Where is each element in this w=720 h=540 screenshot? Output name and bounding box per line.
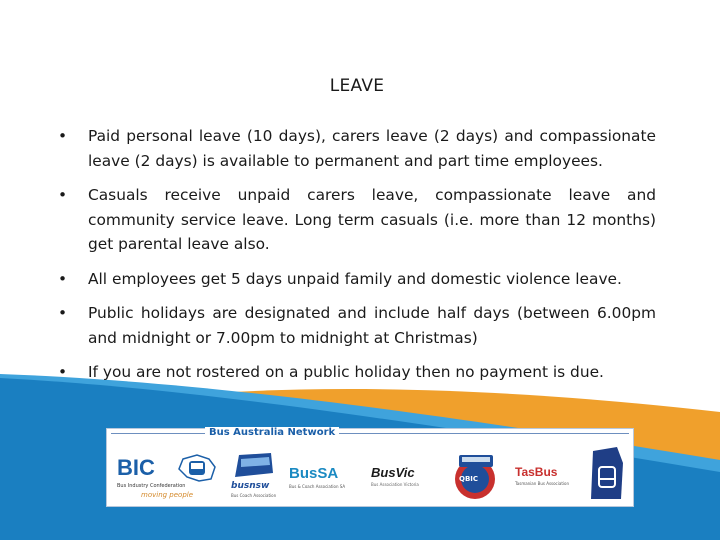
bussa-title: BusSA (289, 465, 339, 482)
bic-tagline: moving people (141, 491, 194, 499)
busnsw-logo (231, 451, 291, 501)
busvic-logo (371, 465, 435, 501)
bullet-item (58, 301, 656, 350)
busnsw-title: busnsw (231, 481, 270, 491)
wa-bus-logo (587, 443, 627, 503)
bullet-marker: • (58, 127, 68, 145)
slide-title: LEAVE (329, 76, 385, 96)
tasbus-title: TasBus (515, 465, 558, 479)
network-label: Bus Australia Network (205, 427, 339, 438)
bullet-item (58, 124, 656, 173)
bussa-logo (289, 465, 363, 501)
bullet-text: Casuals receive unpaid carers leave, compassionate leave and community service leave. Long term casuals (i.e. more than 12 months) get parental leave also. (88, 186, 656, 253)
bic-logo (117, 451, 225, 501)
network-divider (111, 433, 629, 434)
qbic-logo (447, 449, 505, 501)
tasbus-logo (515, 465, 579, 501)
bus-australia-network-logo-strip (106, 428, 634, 507)
australia-bus-icon (175, 453, 219, 485)
tasbus-subtitle: Tasmanian Bus Association (515, 481, 569, 486)
western-australia-bus-icon (587, 443, 627, 503)
bic-logo-title: BIC (117, 455, 155, 480)
qbic-title: QBIC (459, 475, 479, 483)
bullet-marker: • (58, 304, 68, 322)
bullet-marker: • (58, 186, 68, 204)
bullet-text: All employees get 5 days unpaid family and domestic violence leave. (88, 269, 622, 288)
bullet-marker: • (58, 363, 68, 381)
bullet-item (58, 183, 656, 257)
busnsw-bus-icon (231, 451, 277, 481)
bullet-item (58, 267, 656, 292)
bussa-subtitle: Bus & Coach Association SA (289, 484, 346, 489)
bullet-item (58, 360, 656, 385)
bullet-text: Paid personal leave (10 days), carers leave (2 days) and compassionate leave (2 days) is available to permanent and part time employees. (88, 127, 656, 170)
bullet-list (58, 124, 656, 395)
busvic-title: BusVic (371, 465, 415, 480)
bic-subtitle: Bus Industry Confederation (117, 483, 186, 489)
busvic-subtitle: Bus Association Victoria (371, 482, 419, 487)
busnsw-subtitle: Bus Coach Association (231, 493, 277, 498)
bullet-text: If you are not rostered on a public holiday then no payment is due. (88, 363, 604, 381)
bullet-marker: • (58, 269, 68, 288)
bullet-text: Public holidays are designated and include half days (between 6.00pm and midnight or 7.00pm to midnight at Christmas) (88, 304, 656, 347)
